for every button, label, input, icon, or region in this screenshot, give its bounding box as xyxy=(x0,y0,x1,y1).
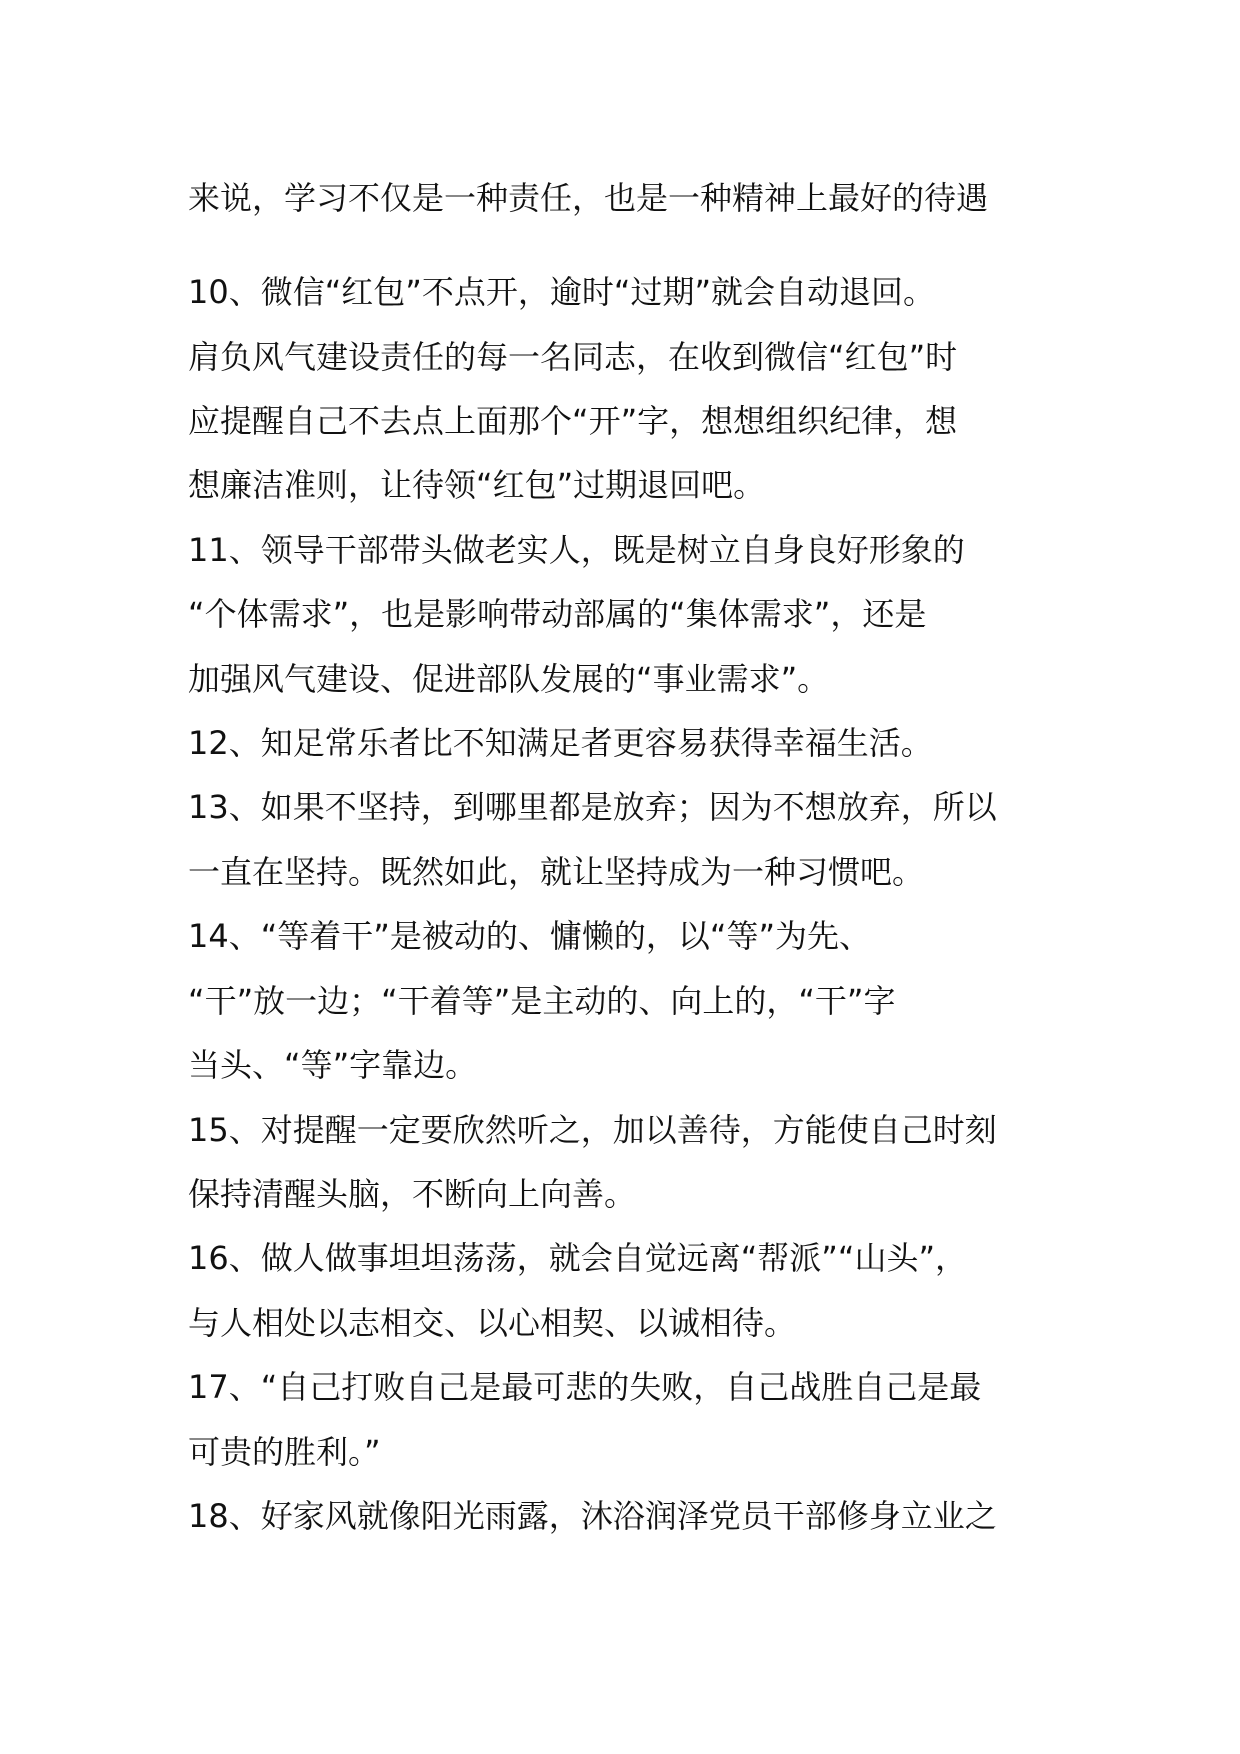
text-line: 17、“自己打败自己是最可悲的失败，自己战胜自己是最 xyxy=(188,1368,982,1406)
text-line: 来说，学习不仅是一种责任，也是一种精神上最好的待遇 xyxy=(188,179,989,217)
text-line: 保持清醒头脑，不断向上向善。 xyxy=(188,1175,637,1213)
text-line: 12、知足常乐者比不知满足者更容易获得幸福生活。 xyxy=(188,724,933,762)
text-line: 与人相处以志相交、以心相契、以诚相待。 xyxy=(188,1304,797,1342)
text-line: “个体需求”，也是影响带动部属的“集体需求”，还是 xyxy=(188,595,927,633)
text-line: 当头、“等”字靠边。 xyxy=(188,1046,478,1084)
text-line: 11、领导干部带头做老实人，既是树立自身良好形象的 xyxy=(188,531,965,569)
text-line: 10、微信“红包”不点开，逾时“过期”就会自动退回。 xyxy=(188,273,936,311)
text-line: 想廉洁准则，让待领“红包”过期退回吧。 xyxy=(188,466,766,504)
text-line: 应提醒自己不去点上面那个“开”字，想想组织纪律，想 xyxy=(188,402,958,440)
text-line: “干”放一边；“干着等”是主动的、向上的，“干”字 xyxy=(188,982,896,1020)
text-line: 加强风气建设、促进部队发展的“事业需求”。 xyxy=(188,660,830,698)
text-line: 18、好家风就像阳光雨露，沐浴润泽党员干部修身立业之 xyxy=(188,1497,997,1535)
text-line: 15、对提醒一定要欣然听之，加以善待，方能使自己时刻 xyxy=(188,1111,997,1149)
text-line: 13、如果不坚持，到哪里都是放弃；因为不想放弃，所以 xyxy=(188,788,997,826)
text-line: 可贵的胜利。” xyxy=(188,1433,381,1471)
text-line: 一直在坚持。既然如此，就让坚持成为一种习惯吧。 xyxy=(188,853,925,891)
text-line: 16、做人做事坦坦荡荡，就会自觉远离“帮派”“山头”， xyxy=(188,1239,968,1277)
text-line: 肩负风气建设责任的每一名同志，在收到微信“红包”时 xyxy=(188,338,958,376)
text-line: 14、“等着干”是被动的、慵懒的，以“等”为先、 xyxy=(188,917,872,955)
